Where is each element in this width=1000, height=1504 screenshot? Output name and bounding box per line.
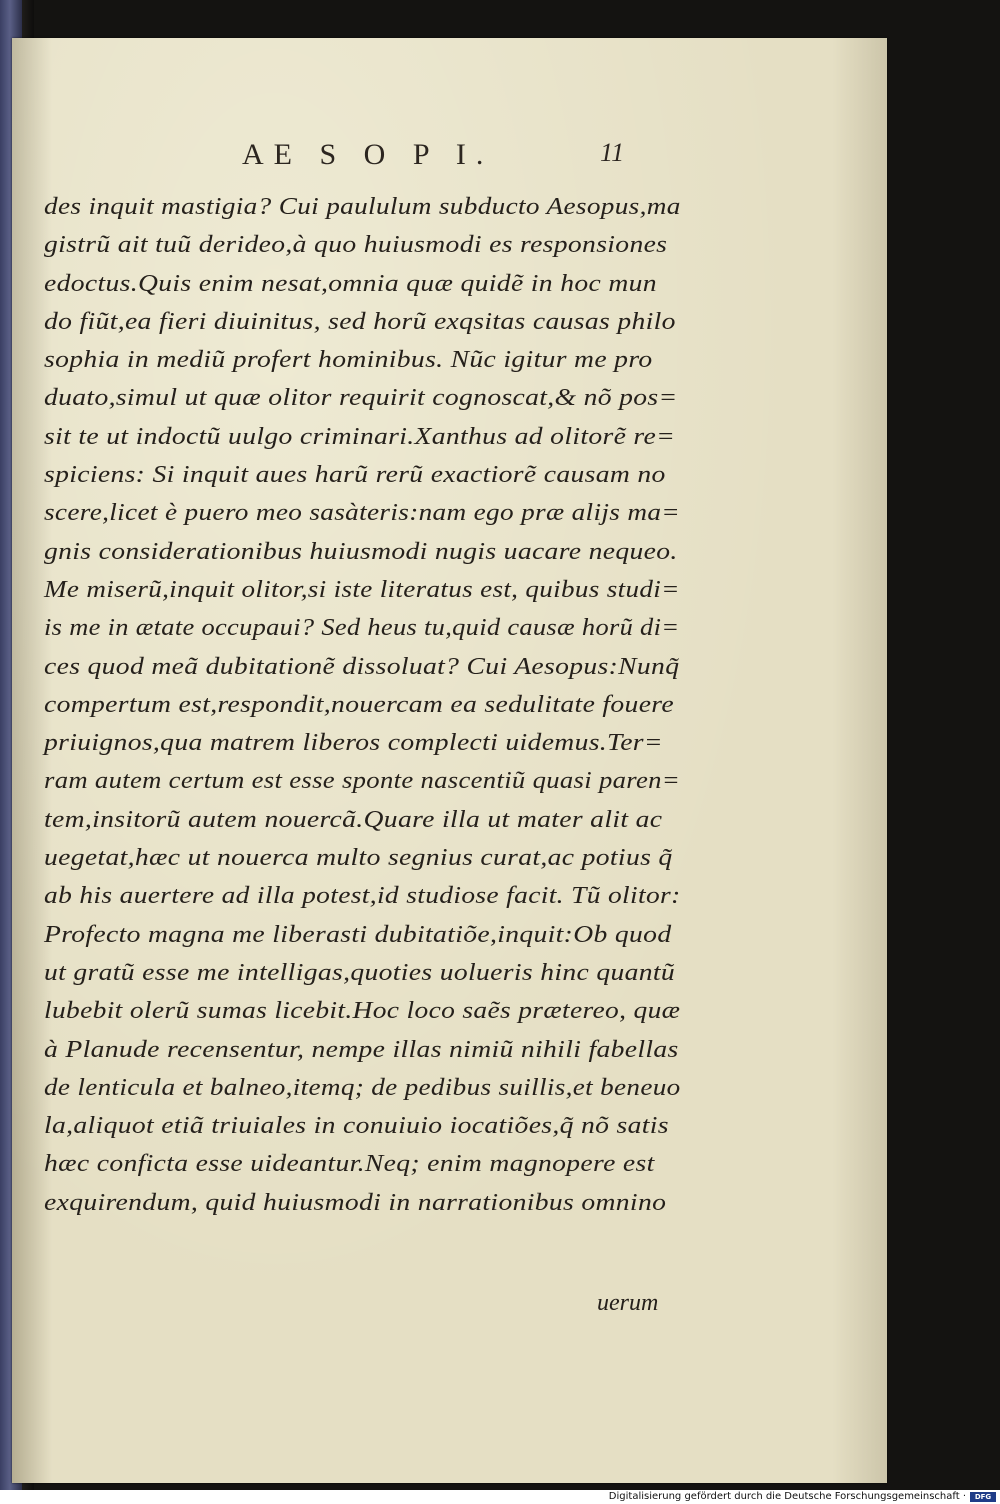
text-line: gistrũ ait tuũ derideo,à quo huiusmodi es responsiones: [44, 232, 668, 259]
text-line: de lenticula et balneo,itemq; de pedibus suillis,et beneuo: [44, 1074, 681, 1101]
text-line: ces quod meã dubitationẽ dissoluat? Cui Aesopus:Nunq̃: [44, 653, 680, 680]
book-page: [12, 38, 887, 1483]
text-line: sit te ut indoctũ uulgo criminari.Xanthus ad olitorẽ re=: [44, 423, 676, 450]
text-line: tem,insitorũ autem nouercã.Quare illa ut mater alit ac: [44, 806, 663, 833]
text-line: duato,simul ut quæ olitor requirit cognoscat,& nõ pos=: [44, 385, 678, 412]
text-line: sophia in mediũ profert hominibus. Nũc igitur me pro: [44, 347, 653, 374]
body-text: [44, 188, 680, 1222]
text-line: la,aliquot etiã triuiales in conuiuio iocatiões,q̃ nõ satis: [44, 1113, 669, 1140]
text-line: ab his auertere ad illa potest,id studiose facit. Tũ olitor:: [44, 883, 681, 910]
text-line: compertum est,respondit,nouercam ea sedulitate fouere: [44, 691, 674, 718]
text-line: spiciens: Si inquit aues harũ rerũ exactiorẽ causam no: [44, 462, 666, 489]
text-line: do fiũt,ea fieri diuinitus, sed horũ exqsitas causas philo: [44, 308, 676, 335]
footer-bar: [0, 1490, 1000, 1504]
text-line: à Planude recensentur, nempe illas nimiũ nihili fabellas: [44, 1036, 679, 1063]
text-line: des inquit mastigia? Cui paululum subducto Aesopus,ma: [44, 194, 681, 220]
page-header: [12, 138, 887, 178]
text-line: hæc conficta esse uideantur.Neq; enim magnopere est: [44, 1151, 655, 1178]
text-line: Profecto magna me liberasti dubitatiõe,inquit:Ob quod: [44, 921, 672, 948]
text-line: priuignos,qua matrem liberos complecti uidemus.Ter=: [44, 730, 663, 757]
digitization-credit: Digitalisierung gefördert durch die Deutsche Forschungsgemeinschaft ·: [608, 1491, 966, 1502]
text-line: ram autem certum est esse sponte nascentiũ quasi paren=: [44, 768, 681, 795]
catchword: uerum: [597, 1290, 659, 1316]
text-line: is me in ætate occupaui? Sed heus tu,quid causæ horũ di=: [44, 615, 680, 642]
running-head: AE S O P I.: [242, 138, 494, 171]
text-line: lubebit olerũ sumas licebit.Hoc loco saẽs prætereo, quæ: [44, 998, 681, 1025]
text-line: ut gratũ esse me intelligas,quoties uolueris hinc quantũ: [44, 959, 676, 986]
text-line: edoctus.Quis enim nesat,omnia quæ quidẽ in hoc mun: [44, 270, 657, 297]
dfg-logo: DFG: [970, 1492, 996, 1502]
text-line: Me miserũ,inquit olitor,si iste literatus est, quibus studi=: [44, 576, 680, 603]
text-line: gnis considerationibus huiusmodi nugis uacare nequeo.: [44, 538, 678, 565]
text-line: uegetat,hæc ut nouerca multo segnius curat,ac potius q̃: [44, 845, 673, 872]
text-line: exquirendum, quid huiusmodi in narrationibus omnino: [44, 1189, 667, 1216]
page-number: 11: [600, 138, 625, 167]
text-line: scere,licet è puero meo sasàteris:nam ego præ alijs ma=: [44, 500, 680, 527]
